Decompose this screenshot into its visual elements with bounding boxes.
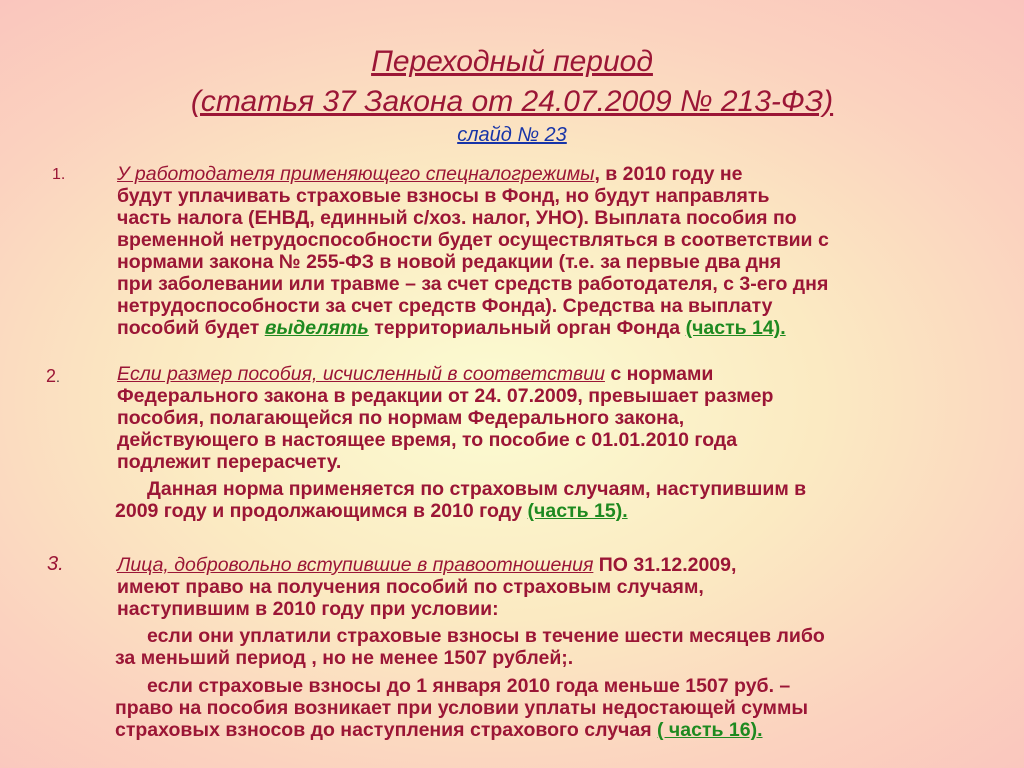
item-2-number-suffix: . <box>56 369 60 385</box>
item-1-line: будут уплачивать страховые взносы в Фонд, но будут направлять <box>117 185 770 207</box>
item-2-note-line: 2009 году и продолжающимся в 2010 году <box>115 500 528 522</box>
item-2-lead: Если размер пособия, исчисленный в соответствии <box>117 363 605 385</box>
item-1-line: временной нетрудоспособности будет осуществляться в соответствии с <box>117 229 829 251</box>
item-1-lead: У работодателя применяющего спецналогрежимы <box>117 163 595 185</box>
item-1-line: нетрудоспособности за счет средств Фонда). Средства на выплату <box>117 295 773 317</box>
item-3-number: 3. <box>47 553 64 575</box>
item-2-line: подлежит перерасчету. <box>117 451 342 473</box>
item-2-note <box>115 478 806 522</box>
item-2-number-digit: 2 <box>46 366 57 386</box>
item-3-condition-1 <box>115 625 825 669</box>
item-2-text <box>117 363 957 473</box>
slide-subtitle: (статья 37 Закона от 24.07.2009 № 213-ФЗ) <box>190 85 834 118</box>
item-3-condition-2 <box>115 675 808 741</box>
item-1-line: нормами закона № 255-ФЗ в новой редакции (т.е. за первые два дня <box>117 251 782 273</box>
item-1-line: пособий будет <box>117 317 265 339</box>
item-3-line: наступившим в 2010 году при условии: <box>117 598 499 620</box>
item-2-line: Федерального закона в редакции от 24. 07.2009, превышает размер <box>117 385 774 407</box>
item-1-line: , в 2010 году не <box>594 163 743 185</box>
slide-number: слайд № 23 <box>457 124 567 146</box>
item-2-number <box>46 366 60 387</box>
item-3-condition-line: страховых взносов до наступления страхового случая <box>115 719 658 741</box>
item-1-line: территориальный орган Фонда <box>368 317 686 339</box>
item-3-condition-line: если страховые взносы до 1 января 2010 года меньше 1507 руб. – <box>147 675 791 697</box>
item-3-condition-line: за меньший период , но не менее 1507 рублей;. <box>115 647 574 669</box>
item-2-line: пособия, полагающейся по нормам Федерального закона, <box>117 407 685 429</box>
item-2-note-line: Данная норма применяется по страховым случаям, наступившим в <box>147 478 807 500</box>
item-2-ref: (часть 15). <box>527 500 628 522</box>
item-3-line: имеют право на получения пособий по страховым случаям, <box>117 576 704 598</box>
item-1-highlight: выделять <box>264 317 369 339</box>
item-3-ref: ( часть 16). <box>657 719 763 741</box>
item-3-line: ПО 31.12.2009, <box>593 554 737 576</box>
item-3-lead: Лица, добровольно вступившие в правоотношения <box>117 554 594 576</box>
item-3-condition-line: право на пособия возникает при условии уплаты недостающей суммы <box>115 697 809 719</box>
item-1-text <box>117 163 957 339</box>
item-1-ref: (часть 14). <box>685 317 786 339</box>
item-3-text <box>117 554 957 620</box>
item-1-number: 1. <box>52 166 66 183</box>
item-1-line: часть налога (ЕНВД, единный с/хоз. налог, УНО). Выплата пособия по <box>117 207 797 229</box>
item-2-line: с нормами <box>604 363 714 385</box>
item-1-line: при заболевании или травме – за счет средств работодателя, с 3-его дня <box>117 273 829 295</box>
slide-title: Переходный период <box>371 45 653 78</box>
item-3-condition-line: если они уплатили страховые взносы в течение шести месяцев либо <box>147 625 825 647</box>
item-2-line: действующего в настоящее время, то пособие с 01.01.2010 года <box>117 429 738 451</box>
